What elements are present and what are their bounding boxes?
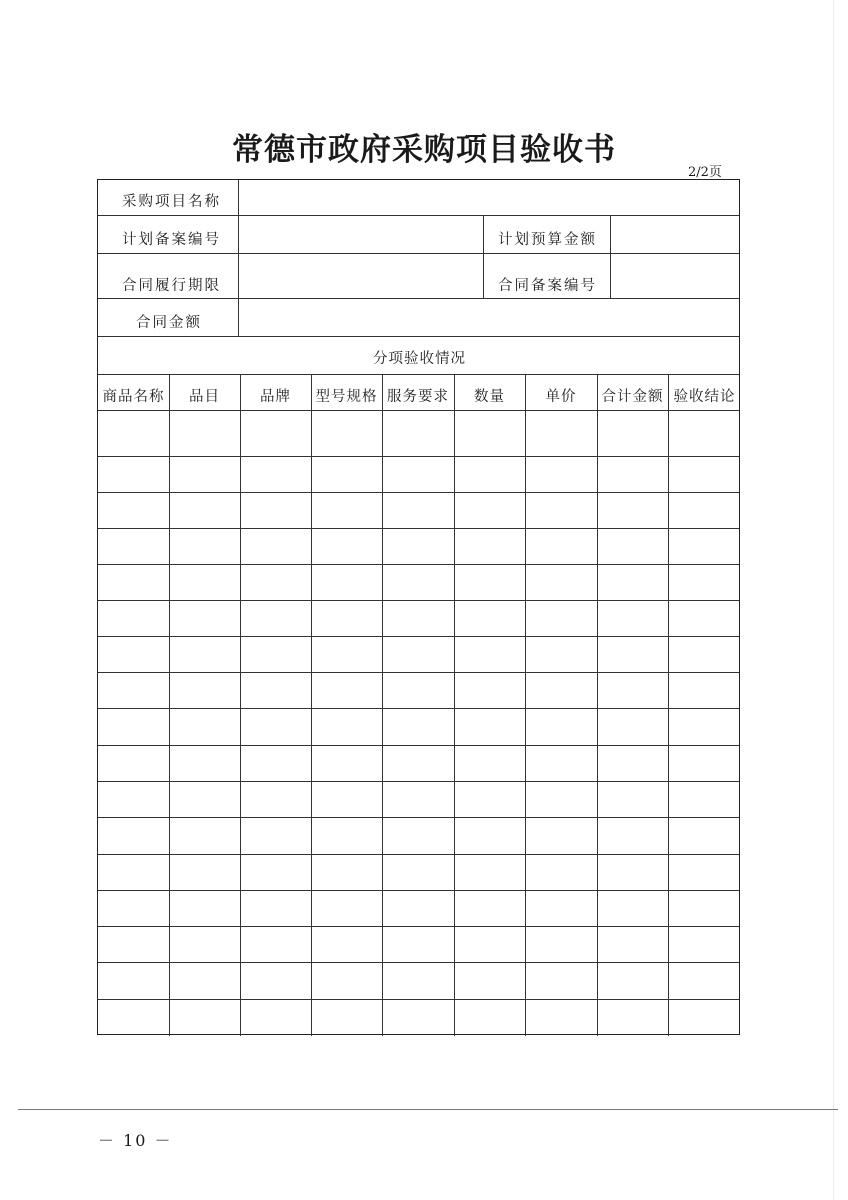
table-row [98, 926, 739, 927]
table-row [98, 999, 739, 1000]
table-row [98, 890, 739, 891]
footer-divider [18, 1109, 838, 1110]
section-title: 分项验收情况 [373, 351, 466, 367]
page-indicator: 2/2页 [688, 165, 722, 180]
row-divider [98, 253, 739, 254]
table-row [98, 854, 739, 855]
col-divider [240, 374, 241, 1036]
row-divider [98, 374, 739, 375]
col-divider [525, 374, 526, 1036]
table-row [98, 745, 739, 746]
row-divider [98, 336, 739, 337]
col-divider [597, 374, 598, 1036]
col-header-quantity: 数量 [474, 389, 505, 405]
table-row [98, 781, 739, 782]
label-contract-record-no: 合同备案编号 [498, 278, 597, 294]
col-header-service-req: 服务要求 [387, 389, 449, 405]
scan-margin-line [833, 0, 834, 1200]
label-contract-amount: 合同金额 [136, 315, 202, 331]
col-divider [610, 215, 611, 298]
page-number: － 10 － [98, 1131, 173, 1150]
table-row [98, 708, 739, 709]
table-row [98, 528, 739, 529]
label-project-name: 采购项目名称 [122, 194, 221, 210]
label-plan-record-no: 计划备案编号 [122, 232, 221, 248]
col-divider [454, 374, 455, 1036]
col-divider [311, 374, 312, 1036]
row-divider [98, 410, 739, 411]
col-divider [483, 215, 484, 298]
table-row [98, 456, 739, 457]
table-row [98, 817, 739, 818]
col-header-model-spec: 型号规格 [315, 389, 378, 405]
label-plan-budget: 计划预算金额 [498, 232, 597, 248]
table-row [98, 672, 739, 673]
col-header-category: 品目 [189, 389, 220, 405]
row-divider [98, 298, 739, 299]
col-divider [169, 374, 170, 1036]
col-divider [238, 180, 239, 336]
table-row [98, 636, 739, 637]
row-divider [98, 215, 739, 216]
col-header-brand: 品牌 [260, 389, 291, 405]
col-divider [382, 374, 383, 1036]
col-header-total-amount: 合计金额 [601, 389, 664, 405]
col-header-product-name: 商品名称 [102, 389, 165, 405]
col-header-unit-price: 单价 [545, 389, 577, 405]
col-header-acceptance-result: 验收结论 [673, 389, 736, 405]
table-row [98, 564, 739, 565]
table-row [98, 962, 739, 963]
document-title: 常德市政府采购项目验收书 [232, 132, 616, 168]
acceptance-form-table [97, 179, 740, 1035]
table-row [98, 492, 739, 493]
label-contract-period: 合同履行期限 [122, 278, 221, 294]
table-row [98, 600, 739, 601]
col-divider [668, 374, 669, 1036]
